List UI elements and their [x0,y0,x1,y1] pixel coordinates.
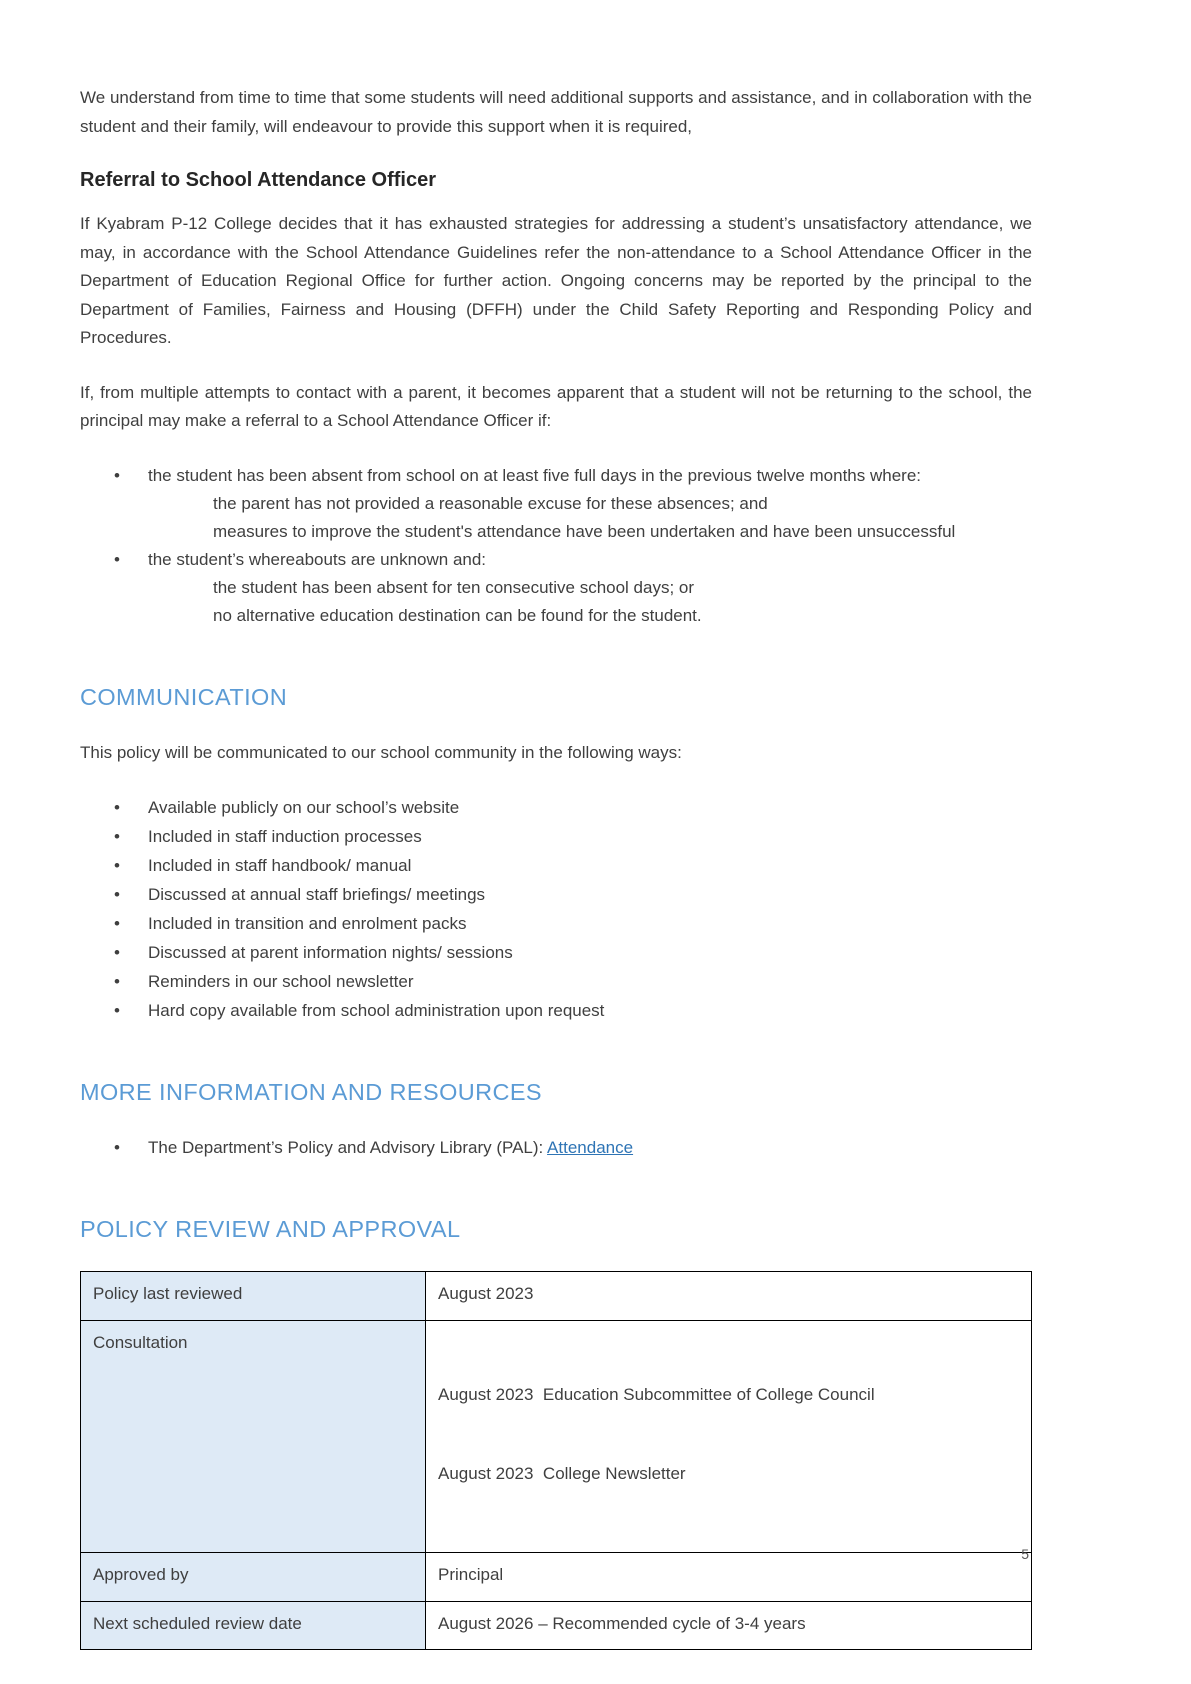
list-item [80,462,1032,490]
table-row [81,1320,1032,1553]
bullet-icon: • [114,942,120,962]
table-value-line: August 2023 Education Subcommittee of College Council [438,1385,875,1405]
list-item [80,881,1032,909]
list-item-text: Discussed at annual staff briefings/ meetings [148,884,486,904]
table-label-cell: Approved by [81,1553,426,1601]
table-label-cell: Next scheduled review date [81,1601,426,1649]
table-value-line: August 2023 College Newsletter [438,1464,686,1484]
more-info-heading: MORE INFORMATION AND RESOURCES [80,1079,543,1106]
communication-bullet-list [80,794,1032,1025]
list-item [80,823,1032,851]
document-page-content [80,84,1032,1650]
sub-list-item-text: the parent has not provided a reasonable excuse for these absences; and [213,493,768,513]
bullet-icon: • [114,826,120,846]
list-item-text: Reminders in our school newsletter [148,972,414,992]
table-value-cell: August 2023 [426,1272,1032,1320]
list-item-text: Included in staff induction processes [148,826,422,846]
page-number: 5 [1021,1546,1029,1562]
policy-review-heading: POLICY REVIEW AND APPROVAL [80,1216,461,1243]
bullet-icon: • [114,465,120,485]
bullet-icon: • [114,913,120,933]
list-item [80,910,1032,938]
attendance-link[interactable]: Attendance [547,1138,634,1158]
sub-list-item-text: measures to improve the student's attendance have been undertaken and have been unsuccessful [213,522,956,542]
bullet-icon: • [114,972,120,992]
communication-heading: COMMUNICATION [80,684,288,711]
table-value-cell: August 2026 – Recommended cycle of 3-4 years [426,1601,1032,1649]
list-item-text: Hard copy available from school administration upon request [148,1001,605,1021]
list-item [80,968,1032,996]
bullet-icon: • [114,884,120,904]
list-item-text: Included in staff handbook/ manual [148,855,412,875]
sub-list-item-text: the student has been absent for ten consecutive school days; or [213,578,695,598]
referral-paragraph-1: If Kyabram P-12 College decides that it has exhausted strategies for addressing a student’s unsatisfactory attendance, we may, in accordance with the School Attendance Guidelines refer the non-attendance to a School Attendance Officer in the Department of Education Regional Office for further action. Ongoing concerns may be reported by the principal to the Department of Families, Fairness and Housing (DFFH) under the Child Safety Reporting and Responding Policy and Procedures. [80,214,1032,348]
list-item [80,997,1032,1025]
list-item [80,939,1032,967]
referral-subheading: Referral to School Attendance Officer [80,169,436,192]
table-label-cell: Consultation [81,1320,426,1553]
list-item-text: the student’s whereabouts are unknown and: [148,550,487,570]
table-row [81,1601,1032,1649]
intro-paragraph: We understand from time to time that some students will need additional supports and assistance, and in collaboration with the student and their family, will endeavour to provide this support when it is required, [80,88,1032,136]
table-label-cell: Policy last reviewed [81,1272,426,1320]
table-row [81,1272,1032,1320]
bullet-icon: • [114,550,120,570]
table-value-cell [426,1320,1032,1553]
bullet-icon: • [114,1001,120,1021]
list-item-text: the student has been absent from school on at least five full days in the previous twelve months where: [148,465,921,485]
bullet-icon: • [114,855,120,875]
more-info-text: The Department’s Policy and Advisory Library (PAL): [148,1138,548,1158]
policy-review-table [80,1271,1032,1650]
table-row [81,1553,1032,1601]
list-item [80,852,1032,880]
list-item [80,794,1032,822]
communication-intro: This policy will be communicated to our school community in the following ways: [80,743,682,763]
sub-list-item-text: no alternative education destination can be found for the student. [213,606,702,626]
list-item-text: Discussed at parent information nights/ sessions [148,942,513,962]
list-item-text: Available publicly on our school’s website [148,797,460,817]
bullet-icon: • [114,1138,120,1158]
more-info-list-item [80,1134,1032,1162]
list-item-text [148,1134,1032,1162]
list-item-text: Included in transition and enrolment packs [148,913,467,933]
referral-paragraph-2: If, from multiple attempts to contact with a parent, it becomes apparent that a student will not be returning to the school, the principal may make a referral to a School Attendance Officer if: [80,382,1032,431]
table-value-cell: Principal [426,1553,1032,1601]
list-item [80,546,1032,574]
referral-bullet-list [80,462,1032,630]
bullet-icon: • [114,797,120,817]
